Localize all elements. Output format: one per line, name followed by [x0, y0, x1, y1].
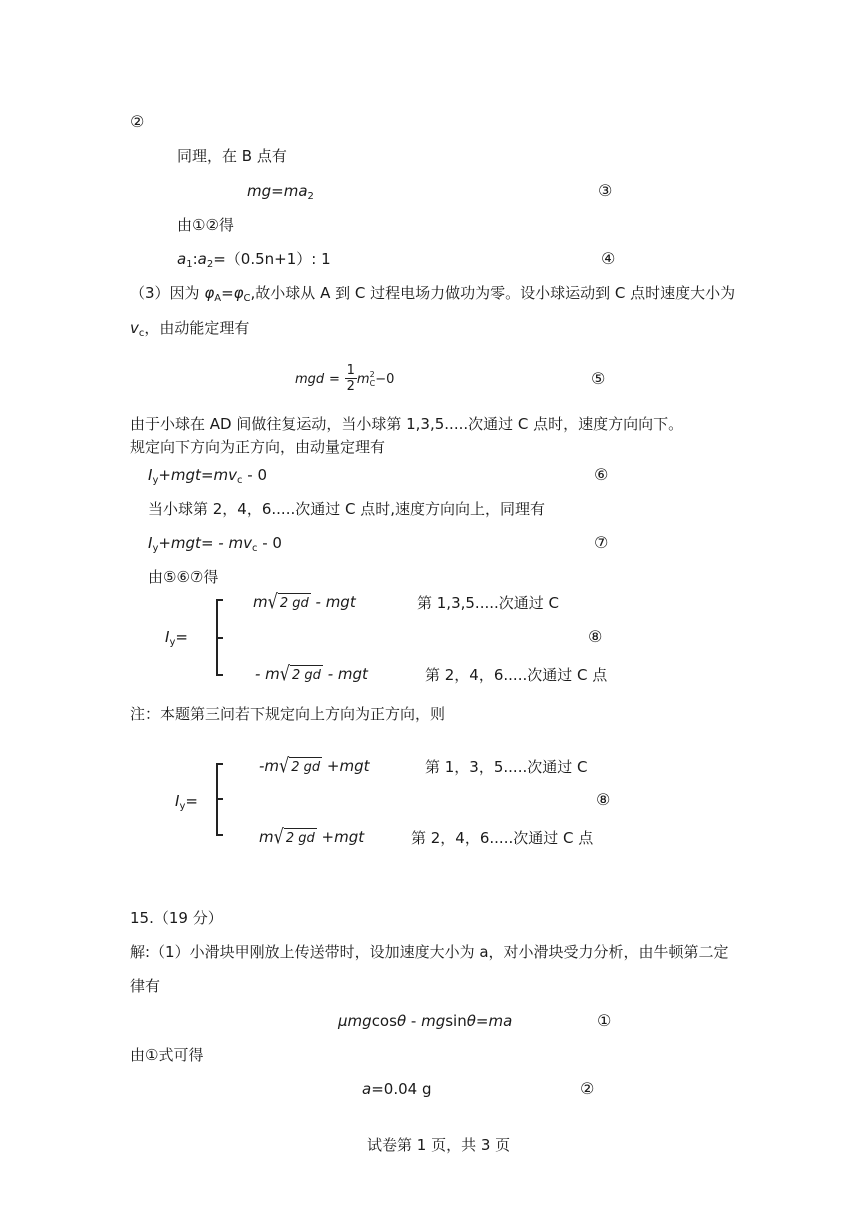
equation-number: ⑤ — [591, 369, 606, 388]
equation-6: $I_y+mgt=mv_c - 0$ — [148, 466, 267, 486]
equation-7: $I_y+mgt= - mv_c - 0$ — [148, 534, 282, 554]
case-row: m√ 2 gd - mgt — [253, 589, 356, 614]
case-row: -m√ 2 gd +mgt — [259, 753, 370, 778]
equation-number: ② — [130, 112, 145, 131]
case-row: m√ 2 gd +mgt — [259, 824, 365, 849]
equation-4: $a_1:a_2=(0.5n+1)$: 1 — [177, 250, 331, 270]
text-line: 解:（1）小滑块甲刚放上传送带时，设加速度大小为 a，对小滑块受力分析，由牛顿第二定 — [130, 943, 729, 961]
text-line: 由①式可得 — [130, 1046, 204, 1064]
brace-tick — [216, 674, 223, 676]
fraction: $\frac{1}{2}$ — [346, 363, 355, 394]
text-line: 当小球第 2，4，6.....次通过 C 点时,速度方向向上，同理有 — [148, 500, 546, 518]
equation-number: ⑧ — [596, 790, 611, 809]
case-note: 第 2，4，6.....次通过 C 点 — [411, 829, 594, 847]
equation-number: ① — [597, 1011, 612, 1030]
text-line: 同理，在 B 点有 — [177, 147, 287, 165]
text-line: $v_c$，由动能定理有 — [130, 319, 250, 339]
text-line: （3）因为 $\varphi_A=\varphi_C$,故小球从 A 到 C 过程电场力做功为零。设小球运动到 C 点时速度大小为 — [130, 284, 736, 304]
text-line: 律有 — [130, 977, 161, 995]
equation-15-2: a=0.04 g — [362, 1080, 432, 1098]
page-footer: 试卷第 1 页，共 3 页 — [367, 1136, 511, 1154]
text-line: 由①②得 — [177, 216, 234, 234]
text-line: 由⑤⑥⑦得 — [148, 568, 219, 586]
text-line: 由于小球在 AD 间做往复运动，当小球第 1,3,5.....次通过 C 点时，速度方向向下。 — [130, 415, 684, 433]
case-row: - m√ 2 gd - mgt — [255, 661, 368, 686]
brace-tick — [216, 599, 223, 601]
brace-tick — [216, 763, 223, 765]
equation-number: ⑧ — [588, 627, 603, 646]
iy-label: $I_y=$ — [165, 628, 188, 648]
case-note: 第 1,3,5.....次通过 C — [417, 594, 560, 612]
case-note: 第 2，4，6.....次通过 C 点 — [425, 666, 608, 684]
brace-tick — [216, 637, 223, 639]
equation-number: ⑦ — [594, 533, 609, 552]
equation-15-1: μmgcosθ - mgsinθ=ma — [338, 1012, 513, 1030]
text-line: 规定向下方向为正方向，由动量定理有 — [130, 438, 386, 456]
question-heading: 15.（19 分） — [130, 909, 223, 927]
brace-tick — [216, 834, 223, 836]
text-line: 注：本题第三问若下规定向上方向为正方向，则 — [130, 705, 446, 723]
equation-number: ③ — [598, 181, 613, 200]
equation-number: ② — [580, 1079, 595, 1098]
equation-number: ④ — [601, 249, 616, 268]
equation-number: ⑥ — [594, 465, 609, 484]
equation-3: $mg=ma_2$ — [247, 182, 314, 202]
equation-5: mgd = $\frac{1}{2}$ m 2 C −0 — [295, 363, 395, 394]
brace-tick — [216, 798, 223, 800]
case-note: 第 1，3，5.....次通过 C — [425, 758, 588, 776]
iy-label: $I_y=$ — [175, 792, 198, 812]
